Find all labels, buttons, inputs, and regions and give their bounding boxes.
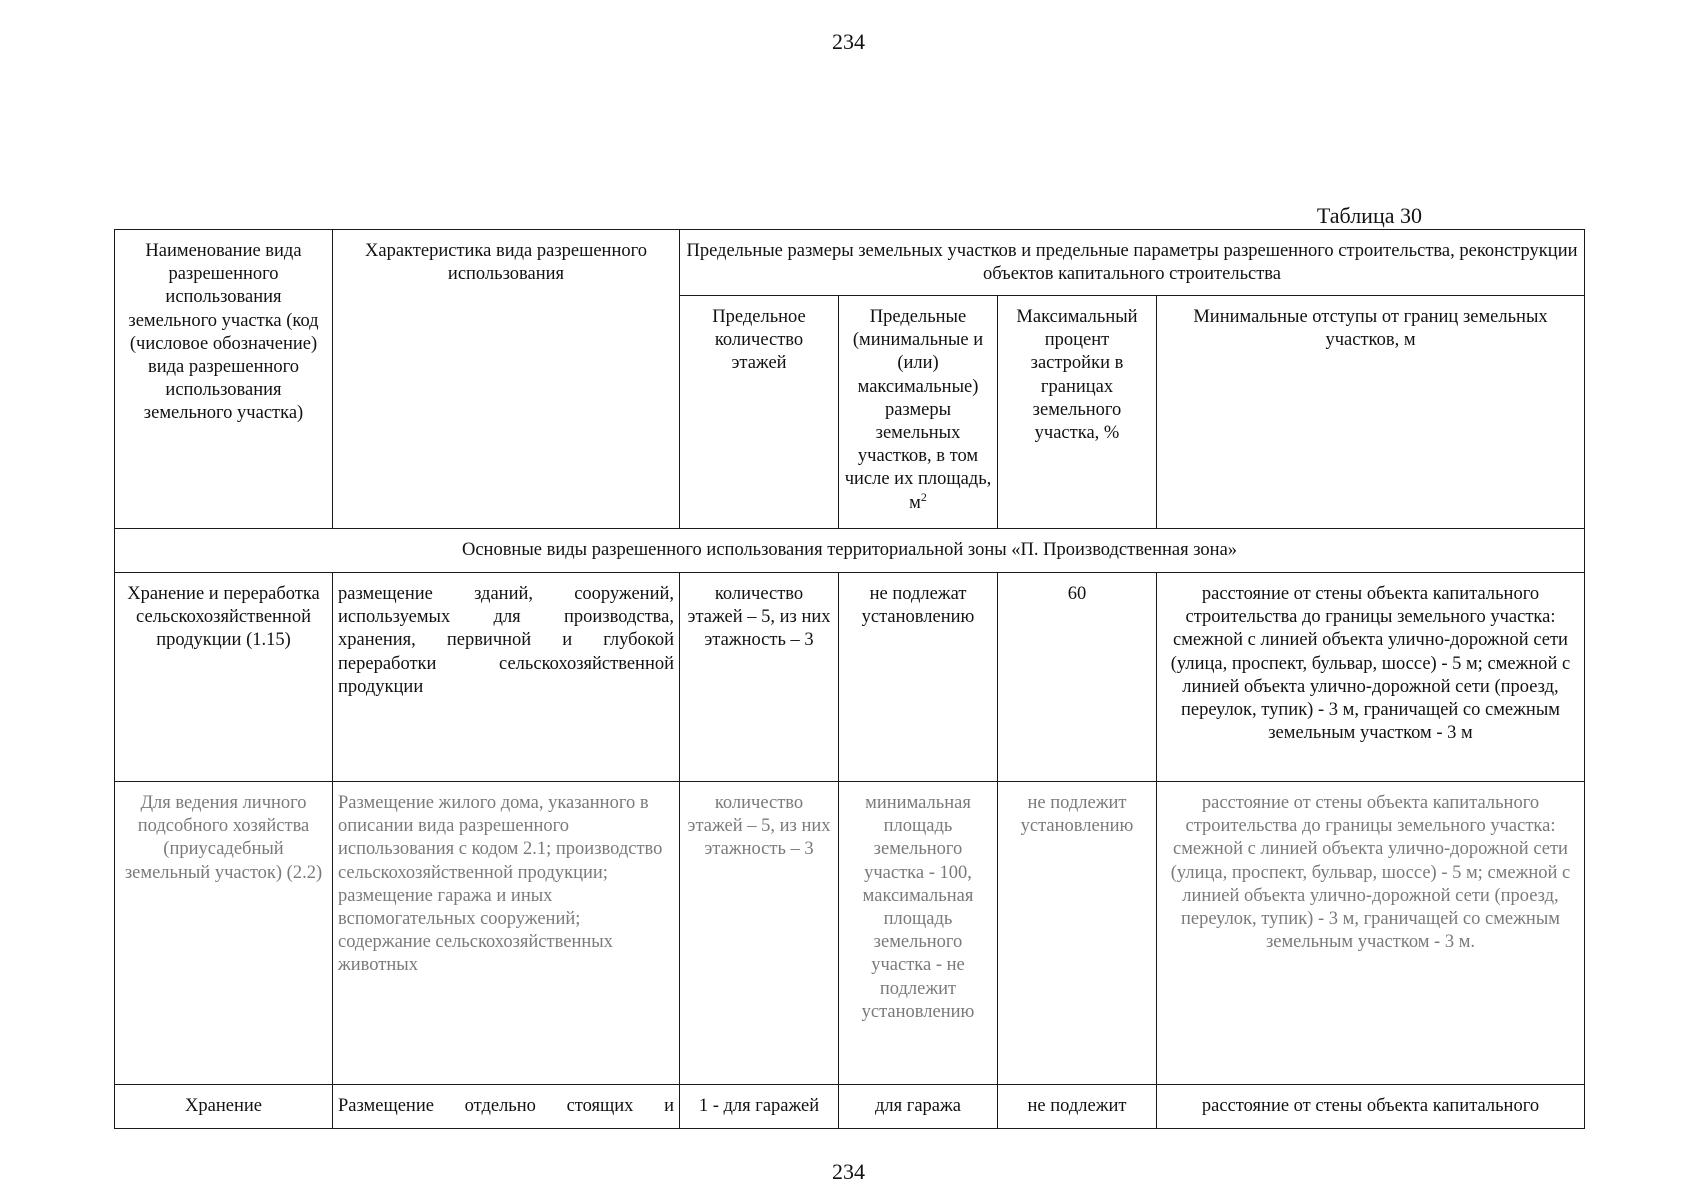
cell-setbacks: расстояние от стены объекта капитального [1157, 1085, 1585, 1129]
cell-name: Хранение и переработка сельскохозяйственной продукции (1.15) [115, 573, 333, 782]
cell-name: Хранение [115, 1085, 333, 1129]
header-sizes [839, 296, 998, 529]
cell-coverage: не подлежит [998, 1085, 1157, 1129]
cell-sizes: минимальная площадь земельного участка - 100, максимальная площадь земельного участка - не подлежит установлению [839, 782, 998, 1085]
table-row [115, 573, 1585, 782]
cell-floors: количество этажей – 5, из них этажность – 3 [680, 573, 839, 782]
table-row [115, 1085, 1585, 1129]
cell-characteristic: Размещение жилого дома, указанного в описании вида разрешенного использования с кодом 2.1; производство сельскохозяйственной продукции; размещение гаража и иных вспомогательных сооружений; содержание сельскохозяйственных животных [333, 782, 680, 1085]
header-floors: Предельное количество этажей [680, 296, 839, 529]
regulations-table [114, 229, 1585, 1129]
table-row [115, 782, 1585, 1085]
cell-coverage: не подлежит установлению [998, 782, 1157, 1085]
cell-name: Для ведения личного подсобного хозяйства (приусадебный земельный участок) (2.2) [115, 782, 333, 1085]
header-setbacks: Минимальные отступы от границ земельных участков, м [1157, 296, 1585, 529]
cell-characteristic: Размещение отдельно стоящих и [333, 1085, 680, 1129]
cell-sizes: не подлежат установлению [839, 573, 998, 782]
header-limits-group: Предельные размеры земельных участков и предельные параметры разрешенного строительства, реконструкции объектов капитального строительства [680, 230, 1585, 296]
cell-sizes: для гаража [839, 1085, 998, 1129]
header-sizes-sup: 2 [920, 489, 927, 504]
cell-coverage: 60 [998, 573, 1157, 782]
cell-setbacks: расстояние от стены объекта капитального строительства до границы земельного участка: смежной с линией объекта улично-дорожной сети (улица, проспект, бульвар, шоссе) - 5 м; смежной с линией объекта улично-дорожной сети (проезд, переулок, тупик) - 3 м, граничащей со смежным земельным участком - 3 м [1157, 573, 1585, 782]
table-caption: Таблица 30 [1316, 203, 1422, 228]
cell-characteristic: размещение зданий, сооружений, используемых для производства, хранения, первичной и глубокой переработки сельскохозяйственной продукции [333, 573, 680, 782]
header-name: Наименование вида разрешенного использования земельного участка (код (числовое обозначение) вида разрешенного использования земельного участка) [115, 230, 333, 529]
header-row-1 [115, 230, 1585, 296]
header-sizes-text: Предельные (минимальные и (или) максимальные) размеры земельных участков, в том числе их площадь, м [844, 307, 992, 513]
section-row [115, 529, 1585, 573]
section-title: Основные виды разрешенного использования территориальной зоны «П. Производственная зона» [115, 529, 1585, 573]
header-characteristic: Характеристика вида разрешенного использования [333, 230, 680, 529]
cell-floors: 1 - для гаражей [680, 1085, 839, 1129]
page-number-bottom: 234 [832, 1159, 865, 1184]
cell-floors: количество этажей – 5, из них этажность – 3 [680, 782, 839, 1085]
header-coverage: Максимальный процент застройки в границах земельного участка, % [998, 296, 1157, 529]
cell-setbacks: расстояние от стены объекта капитального строительства до границы земельного участка: смежной с линией объекта улично-дорожной сети (улица, проспект, бульвар, шоссе) - 5 м; смежной с линией объекта улично-дорожной сети (проезд, переулок, тупик) - 3 м, граничащей со смежным земельным участком - 3 м. [1157, 782, 1585, 1085]
page-number-top: 234 [832, 29, 865, 54]
